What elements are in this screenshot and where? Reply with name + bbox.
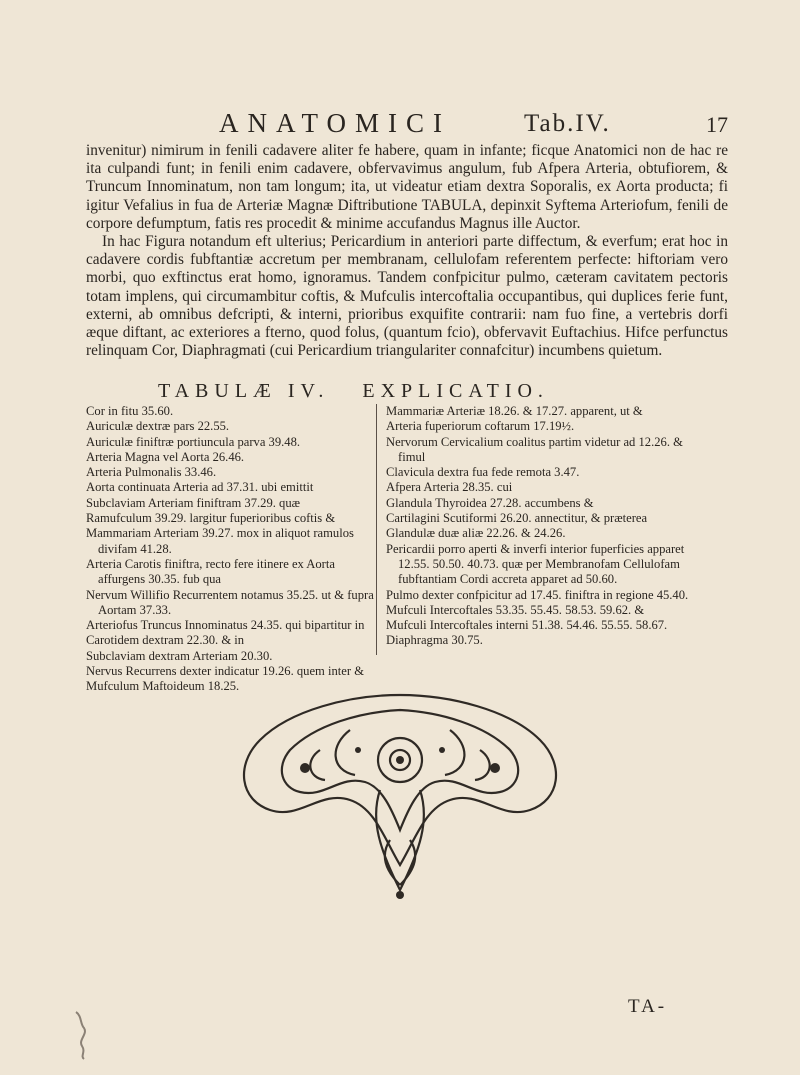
explicatio-entry: Mammariæ Arteriæ 18.26. & 17.27. apparent, ut &: [386, 404, 643, 418]
explicatio-entry: Arteria Magna vel Aorta 26.46.: [86, 449, 245, 464]
explicatio-entry: Pulmo dexter confpicitur ad 17.45. finiftra in regione 45.40.: [386, 587, 689, 602]
paragraph-2: In hac Figura notandum eft ulterius; Pericardium in anteriori parte diffectum, & everfum; erat hoc in cadavere cordis fubftantiæ accretum per membranam, cellulofam referentem perfecte: hiftoriam vero morbi, quo exftinctus erat homo, ignoramus. Tandem confpicitur pulmo, cæteram cavitatem pectoris totam implens, qui circumambitur coftis, & Mufculis intercoftalia occupantibus, qui duplices ferie funt, externi, ab omnibus defcripti, & interni, prioribus exquifite contrarii: nam fuo fine, a vertebris dorfi æque diftant, ac exteriores a fterno, quod folus, (quantum fcio), obfervavit Euftachius. Hifce perfunctus relinquam Cor, Diaphragmati (cui Pericardium triangulariter connafcitur) incumbens quietum.: [86, 233, 728, 360]
explicatio-entry: Afpera Arteria 28.35. cui: [386, 480, 513, 495]
plate-reference: Tab.IV.: [524, 110, 611, 137]
explicatio-entry: Nervus Recurrens dexter indicatur 19.26. quem inter &: [86, 664, 365, 679]
explicatio-entry: Cor in fitu 35.60.: [86, 404, 174, 418]
explicatio-entry: Auriculæ dextræ pars 22.55.: [86, 419, 230, 434]
explicatio-entry: Pericardii porro aperti & inverfi interior fuperficies apparet 12.55. 50.50. 40.73. quæ per Membranofam Cellulofam fubftantiam Cordi accreta apparet ad 50.60.: [386, 541, 685, 587]
running-header: [84, 108, 728, 142]
explicatio-entry: Nervum Willifio Recurrentem notamus 35.25. ut & fupra Aortam 37.33.: [86, 587, 374, 617]
explicatio-entry: Ramufculum 39.29. largitur fuperioribus coftis &: [86, 511, 336, 526]
explicatio-entry: Auriculæ finiftræ portiuncula parva 39.48.: [86, 434, 301, 449]
explicatio-entry: Aorta continuata Arteria ad 37.31. ubi emittit: [86, 480, 314, 495]
explicatio-entry: Arteria fuperiorum coftarum 17.19½.: [386, 419, 575, 434]
ink-stain-icon: [72, 1010, 96, 1060]
explicatio-entry: Nervorum Cervicalium coalitus partim videtur ad 12.26. & fimul: [386, 434, 683, 464]
explicatio-entry: Glandulæ duæ aliæ 22.26. & 24.26.: [386, 526, 566, 541]
explicatio-entry: Mammariam Arteriam 39.27. mox in aliquot ramulos divifam 41.28.: [86, 526, 354, 556]
explicatio-entry: Diaphragma 30.75.: [386, 633, 483, 648]
printers-ornament-icon: [230, 690, 570, 905]
explicatio-entry: Subclaviam Arteriam finiftram 37.29. quæ: [86, 495, 301, 510]
explicatio-entry: Arteria Carotis finiftra, recto fere itinere ex Aorta affurgens 30.35. fub qua: [86, 556, 335, 587]
explicatio-left-column: [86, 404, 374, 695]
explicatio-entry: Glandula Thyroidea 27.28. accumbens &: [386, 495, 594, 510]
section-heading-part-1: TABULÆ IV.: [158, 380, 330, 402]
explicatio-entry: Carotidem dextram 22.30. & in: [86, 633, 245, 648]
explicatio-entry: Subclaviam dextram Arteriam 20.30.: [86, 648, 273, 663]
explicatio-entry: Cartilagini Scutiformi 26.20. annectitur, & præterea: [386, 511, 648, 526]
paragraph-1: invenitur) nimirum in fenili cadavere aliter fe habere, quam in infante; ficque Anatomici non de hac re ita culpandi funt; in fenili enim cadavere, obfervavimus angulum, fub Afpera Arteria, obtufiorem, & Truncum Innominatum, non tam longum; ita, ut videatur etiam dextra Soporalis, ex Aorta producta; fi igitur Vefalius in fua de Arteriæ Magnæ Diftributione TABULA, depinxit Syftema Arteriofum, fenili de corpore defumptum, fatis res procedit & minime accufandus Magnus ille Auctor.: [86, 142, 728, 232]
explicatio-entry: Clavicula dextra fua fede remota 3.47.: [386, 465, 580, 480]
explicatio-entry: Mufculum Maftoideum 18.25.: [86, 679, 240, 694]
catchword: TA-: [628, 996, 668, 1017]
explicatio-right-column: [386, 404, 708, 649]
section-heading-part-2: EXPLICATIO.: [362, 380, 549, 402]
explicatio-entry: Mufculi Intercoftales 53.35. 55.45. 58.53. 59.62. &: [386, 602, 645, 617]
running-title: ANATOMICI: [219, 108, 452, 138]
page-number: 17: [706, 112, 728, 137]
explicatio-entry: Mufculi Intercoftales interni 51.38. 54.46. 55.55. 58.67.: [386, 618, 668, 633]
explicatio-entry: Arteriofus Truncus Innominatus 24.35. qui bipartitur in: [86, 618, 365, 633]
explicatio-entry: Arteria Pulmonalis 33.46.: [86, 465, 217, 480]
intro-text: [86, 142, 728, 360]
section-heading: [158, 380, 549, 403]
